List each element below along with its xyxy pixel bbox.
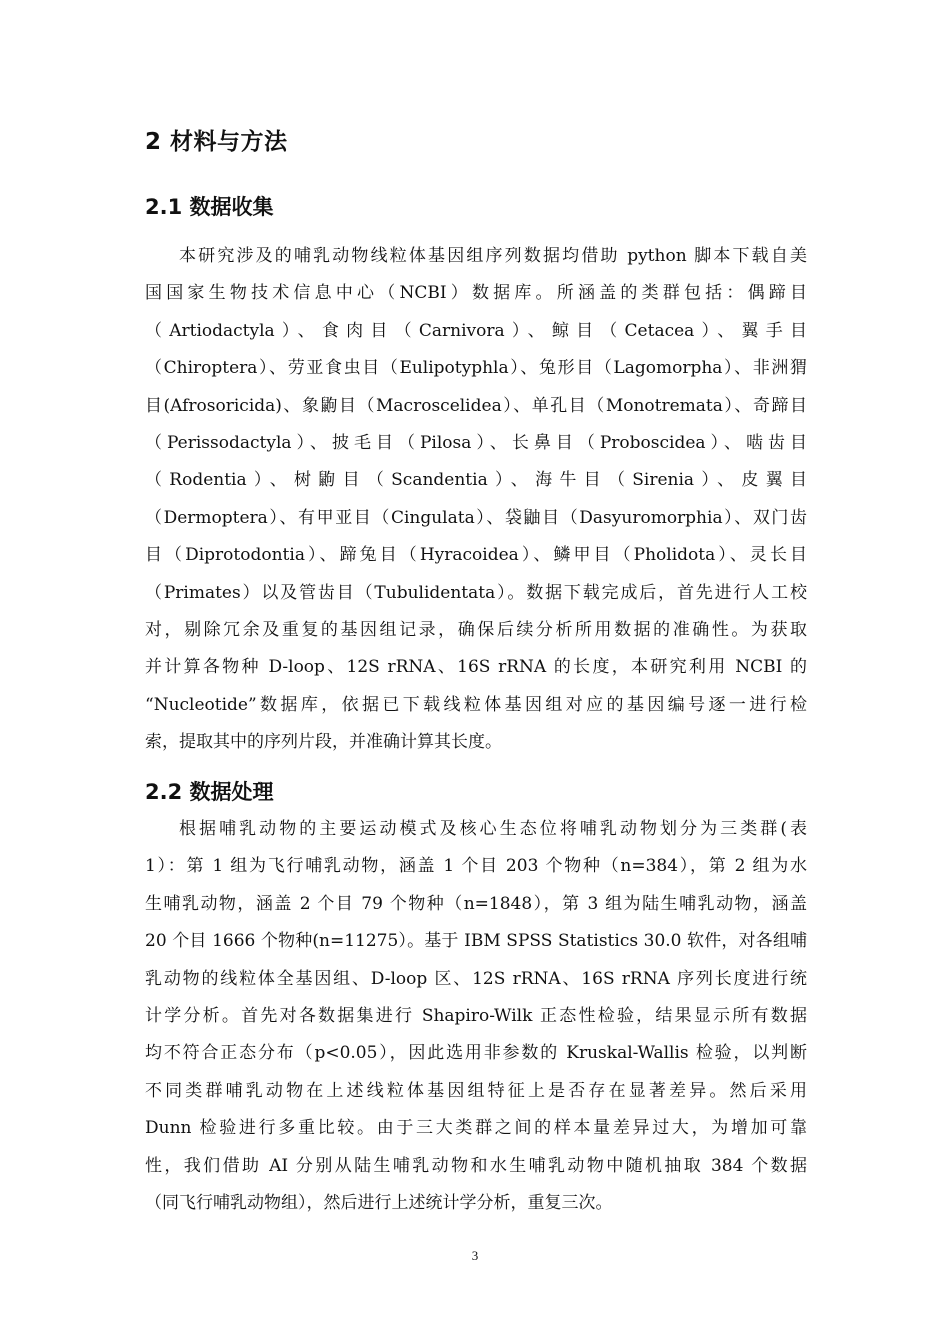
paragraph-line: （Perissodactyla）、披毛目（Pilosa）、长鼻目（Proboscidea）、啮齿目 — [145, 432, 807, 453]
section-heading: 2 材料与方法 — [145, 129, 288, 155]
paragraph-line: 本研究涉及的哺乳动物线粒体基因组序列数据均借助 python 脚本下载自美 — [179, 246, 807, 266]
paragraph-line: 索，提取其中的序列片段，并准确计算其长度。 — [145, 732, 502, 753]
paragraph-line: 生哺乳动物，涵盖 2 个目 79 个物种（n=1848），第 3 组为陆生哺乳动物，涵盖 — [145, 893, 807, 914]
page-number: 3 — [471, 1248, 479, 1263]
paragraph-line: 计学分析。首先对各数据集进行 Shapiro-Wilk 正态性检验，结果显示所有数据 — [145, 1005, 807, 1026]
paragraph-line: （Chiroptera）、劳亚食虫目（Eulipotyphla）、兔形目（Lagomorpha）、非洲猬 — [145, 358, 807, 379]
paragraph-line: Dunn 检验进行多重比较。由于三大类群之间的样本量差异过大，为增加可靠 — [145, 1118, 807, 1139]
paragraph-data-collection — [145, 238, 807, 761]
paragraph-line: （Primates）以及管齿目（Tubulidentata）。数据下载完成后，首先进行人工校 — [145, 582, 807, 603]
subsection-heading-data-collection: 2.1 数据收集 — [145, 195, 274, 219]
paragraph-line: （Artiodactyla）、食肉目（Carnivora）、鲸目（Cetacea）、翼手目 — [145, 320, 807, 341]
paragraph-line: 不同类群哺乳动物在上述线粒体基因组特征上是否存在显著差异。然后采用 — [145, 1080, 807, 1101]
paragraph-line: 1）：第 1 组为飞行哺乳动物，涵盖 1 个目 203 个物种（n=384），第 2 组为水 — [145, 856, 807, 877]
paragraph-line: （Dermoptera）、有甲亚目（Cingulata）、袋鼬目（Dasyuromorphia）、双门齿 — [145, 507, 807, 528]
paragraph-line: 对，剔除冗余及重复的基因组记录，确保后续分析所用数据的准确性。为获取 — [145, 619, 807, 640]
subsection-heading-data-processing: 2.2 数据处理 — [145, 780, 274, 804]
paragraph-line: 性，我们借助 AI 分别从陆生哺乳动物和水生哺乳动物中随机抽取 384 个数据 — [145, 1155, 807, 1176]
paragraph-line: 国国家生物技术信息中心（NCBI）数据库。所涵盖的类群包括：偶蹄目 — [145, 283, 807, 304]
paragraph-line: “Nucleotide”数据库，依据已下载线粒体基因组对应的基因编号逐一进行检 — [145, 694, 807, 715]
paragraph-line: （Rodentia）、树鼩目（Scandentia）、海牛目（Sirenia）、皮翼目 — [145, 470, 807, 491]
paragraph-line: 目(Afrosoricida)、象鼩目（Macroscelidea）、单孔目（Monotremata）、奇蹄目 — [145, 395, 807, 416]
paragraph-line: 根据哺乳动物的主要运动模式及核心生态位将哺乳动物划分为三类群(表 — [179, 819, 807, 839]
paragraph-line: 均不符合正态分布（p<0.05），因此选用非参数的 Kruskal-Wallis 检验，以判断 — [145, 1043, 807, 1064]
paragraph-line: 并计算各物种 D-loop、12S rRNA、16S rRNA 的长度，本研究利用 NCBI 的 — [145, 657, 807, 678]
paragraph-line: 目（Diprotodontia）、蹄兔目（Hyracoidea）、鳞甲目（Pholidota）、灵长目 — [145, 545, 807, 566]
paragraph-line: （同飞行哺乳动物组），然后进行上述统计学分析，重复三次。 — [145, 1192, 613, 1213]
paragraph-line: 20 个目 1666 个物种(n=11275）。基于 IBM SPSS Statistics 30.0 软件，对各组哺 — [145, 931, 807, 952]
paragraph-line: 乳动物的线粒体全基因组、D-loop 区、12S rRNA、16S rRNA 序列长度进行统 — [145, 968, 807, 989]
paragraph-data-processing — [145, 811, 807, 1222]
